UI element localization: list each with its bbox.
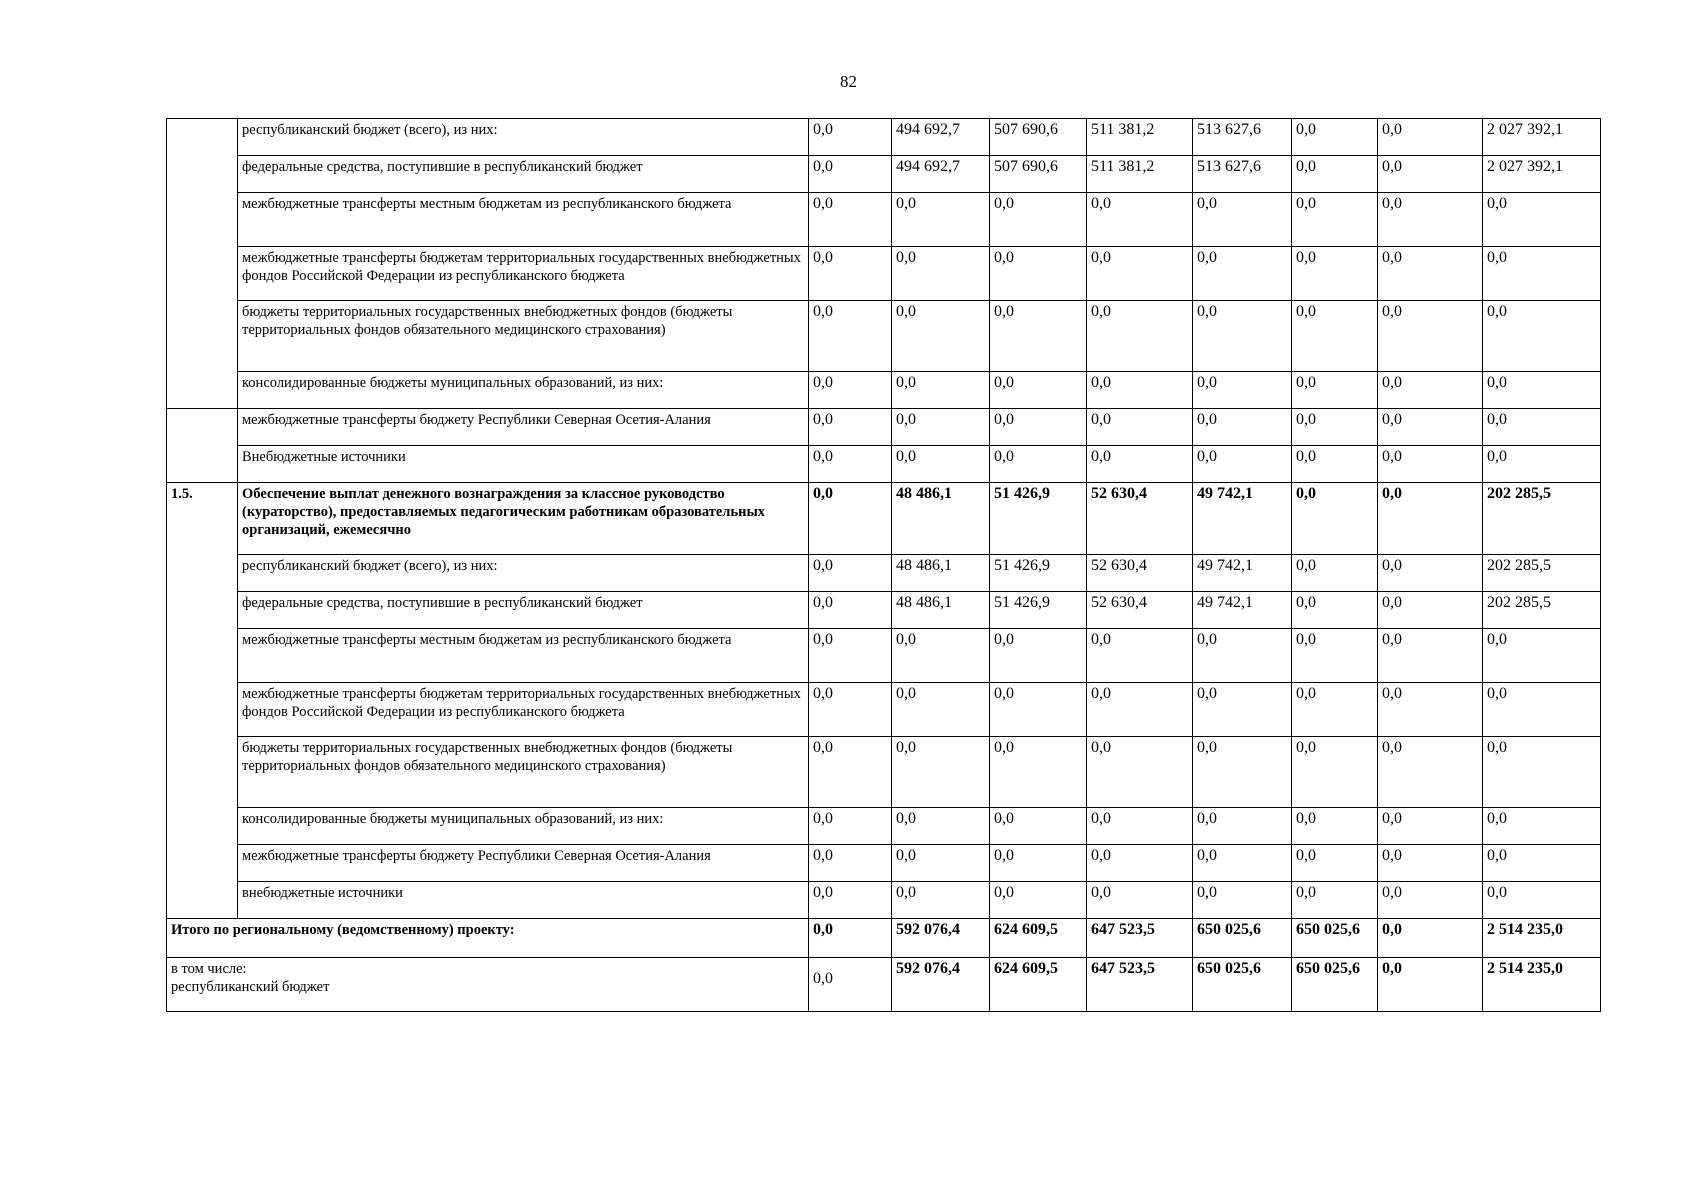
value-cell: 0,0 (1378, 483, 1483, 555)
value-cell: 0,0 (1378, 845, 1483, 882)
value-cell: 0,0 (1483, 808, 1601, 845)
value-cell: 0,0 (1292, 446, 1378, 483)
table-row (167, 737, 1601, 808)
value-cell: 511 381,2 (1087, 156, 1193, 193)
value-cell: 0,0 (1483, 247, 1601, 301)
value-cell: 0,0 (1378, 592, 1483, 629)
budget-table (166, 118, 1601, 1012)
table-row (167, 372, 1601, 409)
value-cell: 0,0 (892, 247, 990, 301)
value-cell: 0,0 (892, 737, 990, 808)
value-cell: 0,0 (1193, 845, 1292, 882)
value-cell: 0,0 (892, 845, 990, 882)
value-cell: 2 514 235,0 (1483, 958, 1601, 1012)
value-cell: 0,0 (1292, 592, 1378, 629)
value-cell: 0,0 (1193, 372, 1292, 409)
total-label: Итого по региональному (ведомственному) проекту: (167, 919, 809, 958)
value-cell: 0,0 (990, 737, 1087, 808)
value-cell: 0,0 (1292, 193, 1378, 247)
row-label: республиканский бюджет (всего), из них: (238, 119, 809, 156)
value-cell: 202 285,5 (1483, 555, 1601, 592)
value-cell: 0,0 (990, 193, 1087, 247)
table-row (167, 247, 1601, 301)
value-cell: 0,0 (892, 446, 990, 483)
value-cell: 0,0 (809, 958, 892, 1012)
row-label: консолидированные бюджеты муниципальных образований, из них: (238, 808, 809, 845)
table-row (167, 156, 1601, 193)
value-cell: 0,0 (1483, 372, 1601, 409)
value-cell: 52 630,4 (1087, 592, 1193, 629)
section-index: 1.5. (167, 483, 238, 919)
value-cell: 507 690,6 (990, 119, 1087, 156)
value-cell: 0,0 (1193, 882, 1292, 919)
value-cell: 0,0 (1378, 301, 1483, 372)
value-cell: 650 025,6 (1292, 958, 1378, 1012)
value-cell: 0,0 (1193, 409, 1292, 446)
row-label: федеральные средства, поступившие в республиканский бюджет (238, 592, 809, 629)
table-row (167, 119, 1601, 156)
table-row (167, 882, 1601, 919)
value-cell: 511 381,2 (1087, 119, 1193, 156)
row-label: межбюджетные трансферты местным бюджетам из республиканского бюджета (238, 629, 809, 683)
row-label: Внебюджетные источники (238, 446, 809, 483)
value-cell: 51 426,9 (990, 592, 1087, 629)
value-cell: 2 514 235,0 (1483, 919, 1601, 958)
value-cell: 0,0 (1483, 683, 1601, 737)
value-cell: 0,0 (1087, 629, 1193, 683)
value-cell: 0,0 (1292, 737, 1378, 808)
value-cell: 0,0 (1087, 409, 1193, 446)
value-cell: 0,0 (1483, 882, 1601, 919)
value-cell: 513 627,6 (1193, 156, 1292, 193)
value-cell: 202 285,5 (1483, 483, 1601, 555)
value-cell: 0,0 (892, 372, 990, 409)
value-cell: 0,0 (1292, 247, 1378, 301)
value-cell: 0,0 (1378, 629, 1483, 683)
value-cell: 48 486,1 (892, 483, 990, 555)
value-cell: 624 609,5 (990, 919, 1087, 958)
value-cell: 48 486,1 (892, 592, 990, 629)
value-cell: 51 426,9 (990, 483, 1087, 555)
table-row (167, 629, 1601, 683)
table-row (167, 592, 1601, 629)
value-cell: 0,0 (1193, 737, 1292, 808)
value-cell: 0,0 (809, 446, 892, 483)
value-cell: 650 025,6 (1193, 919, 1292, 958)
value-cell: 0,0 (809, 301, 892, 372)
value-cell: 0,0 (1378, 446, 1483, 483)
value-cell: 0,0 (1292, 808, 1378, 845)
value-cell: 0,0 (1378, 958, 1483, 1012)
value-cell: 0,0 (809, 555, 892, 592)
value-cell: 0,0 (1087, 446, 1193, 483)
value-cell: 0,0 (1292, 483, 1378, 555)
value-cell: 0,0 (1087, 845, 1193, 882)
value-cell: 0,0 (1483, 629, 1601, 683)
value-cell: 0,0 (1483, 845, 1601, 882)
value-cell: 0,0 (809, 372, 892, 409)
value-cell: 647 523,5 (1087, 919, 1193, 958)
value-cell: 0,0 (1483, 737, 1601, 808)
value-cell: 0,0 (1378, 808, 1483, 845)
value-cell: 0,0 (1193, 446, 1292, 483)
table-row (167, 845, 1601, 882)
value-cell: 0,0 (809, 247, 892, 301)
value-cell: 0,0 (990, 808, 1087, 845)
including-label: в том числе: (171, 961, 247, 977)
value-cell: 0,0 (1292, 683, 1378, 737)
value-cell: 507 690,6 (990, 156, 1087, 193)
value-cell: 0,0 (1292, 119, 1378, 156)
value-cell: 0,0 (990, 372, 1087, 409)
value-cell: 0,0 (1193, 301, 1292, 372)
value-cell: 49 742,1 (1193, 483, 1292, 555)
value-cell: 0,0 (990, 845, 1087, 882)
value-cell: 0,0 (990, 409, 1087, 446)
value-cell: 51 426,9 (990, 555, 1087, 592)
row-label: бюджеты территориальных государственных внебюджетных фондов (бюджеты территориальных фондов обязательного медицинского страхования) (238, 737, 809, 808)
value-cell: 0,0 (1292, 555, 1378, 592)
value-cell: 49 742,1 (1193, 592, 1292, 629)
value-cell: 2 027 392,1 (1483, 119, 1601, 156)
value-cell: 0,0 (1292, 156, 1378, 193)
value-cell: 0,0 (892, 193, 990, 247)
value-cell: 0,0 (1193, 629, 1292, 683)
value-cell: 592 076,4 (892, 919, 990, 958)
value-cell: 0,0 (1483, 446, 1601, 483)
value-cell: 647 523,5 (1087, 958, 1193, 1012)
value-cell: 0,0 (809, 193, 892, 247)
section-row (167, 483, 1601, 555)
total-breakdown-label (167, 958, 809, 1012)
value-cell: 0,0 (892, 882, 990, 919)
value-cell: 0,0 (1292, 845, 1378, 882)
value-cell: 0,0 (1378, 919, 1483, 958)
value-cell: 0,0 (990, 247, 1087, 301)
value-cell: 0,0 (1378, 683, 1483, 737)
value-cell: 0,0 (1378, 882, 1483, 919)
value-cell: 0,0 (809, 683, 892, 737)
value-cell: 0,0 (892, 683, 990, 737)
value-cell: 0,0 (1378, 372, 1483, 409)
value-cell: 494 692,7 (892, 119, 990, 156)
table-row (167, 446, 1601, 483)
table-row (167, 193, 1601, 247)
value-cell: 0,0 (1378, 193, 1483, 247)
table-body (167, 119, 1601, 1012)
table-row (167, 301, 1601, 372)
value-cell: 0,0 (990, 882, 1087, 919)
value-cell: 0,0 (1378, 555, 1483, 592)
value-cell: 0,0 (1087, 683, 1193, 737)
value-cell: 202 285,5 (1483, 592, 1601, 629)
index-cell (167, 119, 238, 409)
value-cell: 0,0 (1378, 247, 1483, 301)
value-cell: 0,0 (809, 592, 892, 629)
value-cell: 0,0 (1483, 193, 1601, 247)
republican-budget-label: республиканский бюджет (171, 979, 330, 995)
value-cell: 0,0 (1087, 193, 1193, 247)
value-cell: 0,0 (809, 808, 892, 845)
value-cell: 0,0 (809, 629, 892, 683)
section-title: Обеспечение выплат денежного вознаграждения за классное руководство (кураторство), предоставляемых педагогическим работникам образовательных организаций, ежемесячно (238, 483, 809, 555)
value-cell: 52 630,4 (1087, 555, 1193, 592)
table-row (167, 683, 1601, 737)
page-number: 82 (840, 72, 857, 91)
value-cell: 0,0 (1087, 882, 1193, 919)
value-cell: 624 609,5 (990, 958, 1087, 1012)
value-cell: 0,0 (1087, 301, 1193, 372)
value-cell: 0,0 (1193, 683, 1292, 737)
value-cell: 48 486,1 (892, 555, 990, 592)
value-cell: 0,0 (809, 119, 892, 156)
value-cell: 0,0 (990, 301, 1087, 372)
value-cell: 0,0 (809, 919, 892, 958)
value-cell: 0,0 (1292, 409, 1378, 446)
row-label: межбюджетные трансферты бюджету Республики Северная Осетия-Алания (238, 409, 809, 446)
value-cell: 0,0 (892, 629, 990, 683)
value-cell: 650 025,6 (1193, 958, 1292, 1012)
table-row (167, 409, 1601, 446)
value-cell: 0,0 (809, 409, 892, 446)
value-cell: 0,0 (1087, 808, 1193, 845)
value-cell: 0,0 (892, 808, 990, 845)
value-cell: 0,0 (1378, 737, 1483, 808)
value-cell: 0,0 (1193, 193, 1292, 247)
value-cell: 0,0 (1292, 882, 1378, 919)
value-cell: 52 630,4 (1087, 483, 1193, 555)
table-row (167, 808, 1601, 845)
value-cell: 0,0 (1483, 301, 1601, 372)
value-cell: 0,0 (1087, 737, 1193, 808)
value-cell: 2 027 392,1 (1483, 156, 1601, 193)
total-row (167, 919, 1601, 958)
value-cell: 592 076,4 (892, 958, 990, 1012)
value-cell: 0,0 (990, 683, 1087, 737)
value-cell: 0,0 (809, 737, 892, 808)
row-label: внебюджетные источники (238, 882, 809, 919)
row-label: консолидированные бюджеты муниципальных образований, из них: (238, 372, 809, 409)
value-cell: 0,0 (1087, 247, 1193, 301)
row-label: республиканский бюджет (всего), из них: (238, 555, 809, 592)
index-cell (167, 409, 238, 483)
row-label: бюджеты территориальных государственных внебюджетных фондов (бюджеты территориальных фондов обязательного медицинского страхования) (238, 301, 809, 372)
value-cell: 494 692,7 (892, 156, 990, 193)
value-cell: 0,0 (1378, 156, 1483, 193)
value-cell: 49 742,1 (1193, 555, 1292, 592)
row-label: федеральные средства, поступившие в республиканский бюджет (238, 156, 809, 193)
row-label: межбюджетные трансферты местным бюджетам из республиканского бюджета (238, 193, 809, 247)
value-cell: 513 627,6 (1193, 119, 1292, 156)
row-label: межбюджетные трансферты бюджетам территориальных государственных внебюджетных фондов Российской Федерации из республиканского бюджета (238, 683, 809, 737)
value-cell: 0,0 (1193, 247, 1292, 301)
value-cell: 0,0 (809, 882, 892, 919)
value-cell: 0,0 (1378, 409, 1483, 446)
value-cell: 0,0 (809, 845, 892, 882)
value-cell: 0,0 (892, 409, 990, 446)
value-cell: 0,0 (990, 629, 1087, 683)
value-cell: 0,0 (990, 446, 1087, 483)
value-cell: 0,0 (809, 156, 892, 193)
value-cell: 0,0 (809, 483, 892, 555)
table-row (167, 555, 1601, 592)
value-cell: 0,0 (1378, 119, 1483, 156)
value-cell: 0,0 (1483, 409, 1601, 446)
row-label: межбюджетные трансферты бюджетам территориальных государственных внебюджетных фондов Российской Федерации из республиканского бюджета (238, 247, 809, 301)
value-cell: 0,0 (1292, 372, 1378, 409)
value-cell: 650 025,6 (1292, 919, 1378, 958)
value-cell: 0,0 (1193, 808, 1292, 845)
total-breakdown-row (167, 958, 1601, 1012)
row-label: межбюджетные трансферты бюджету Республики Северная Осетия-Алания (238, 845, 809, 882)
value-cell: 0,0 (1087, 372, 1193, 409)
value-cell: 0,0 (892, 301, 990, 372)
value-cell: 0,0 (1292, 629, 1378, 683)
value-cell: 0,0 (1292, 301, 1378, 372)
